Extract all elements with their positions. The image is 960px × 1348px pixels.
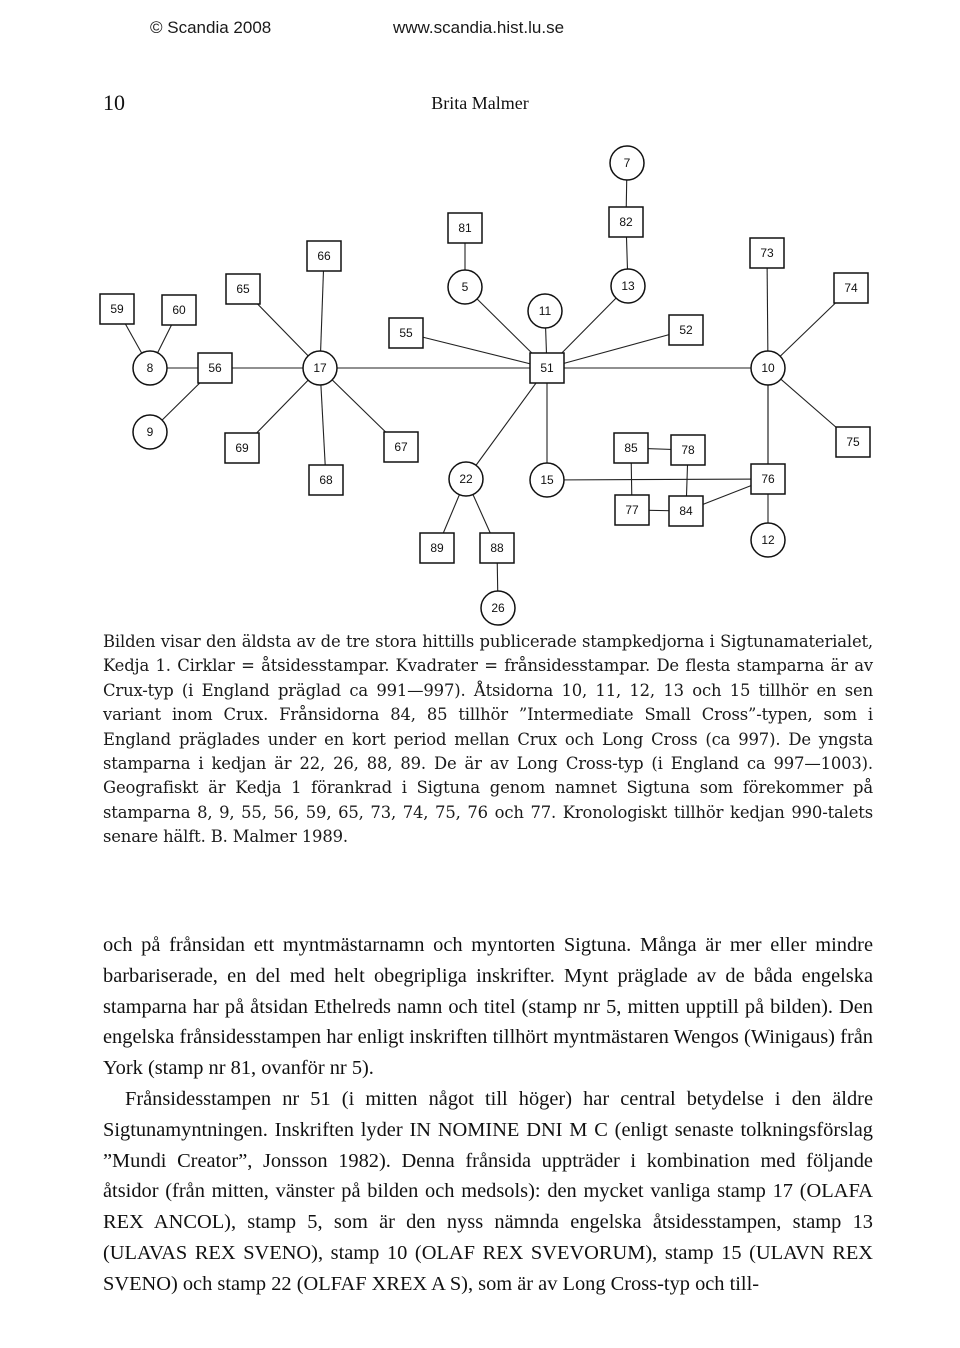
- node-label: 59: [110, 302, 124, 316]
- node-label: 74: [844, 281, 858, 295]
- node-label: 17: [313, 361, 327, 375]
- node-label: 69: [235, 441, 249, 455]
- reverse-die-node-60: [162, 295, 196, 325]
- diagram-edge-55-51: [406, 333, 547, 368]
- node-label: 65: [236, 282, 250, 296]
- page-header: [150, 18, 810, 42]
- node-label: 66: [317, 249, 331, 263]
- obverse-die-node-12: [751, 523, 785, 557]
- reverse-die-node-78: [671, 435, 705, 465]
- node-label: 8: [146, 361, 154, 375]
- node-label: 13: [621, 279, 635, 293]
- reverse-die-node-52: [669, 315, 703, 345]
- obverse-die-node-26: [481, 591, 515, 625]
- reverse-die-node-65: [226, 274, 260, 304]
- obverse-die-node-10: [751, 351, 785, 385]
- obverse-die-node-22: [449, 462, 483, 496]
- node-label: 55: [399, 326, 413, 340]
- reverse-die-node-59: [100, 294, 134, 324]
- reverse-die-node-73: [750, 238, 784, 268]
- website-link[interactable]: www.scandia.hist.lu.se: [393, 18, 565, 37]
- obverse-die-node-13: [611, 269, 645, 303]
- diagram-edge-22-51: [466, 368, 547, 479]
- node-label: 85: [624, 441, 638, 455]
- node-label: 11: [538, 304, 552, 318]
- reverse-die-node-69: [225, 433, 259, 463]
- node-label: 76: [761, 472, 775, 486]
- node-label: 75: [846, 435, 860, 449]
- reverse-die-node-51: [530, 353, 564, 383]
- reverse-die-node-81: [448, 213, 482, 243]
- reverse-die-node-56: [198, 353, 232, 383]
- node-label: 73: [760, 246, 774, 260]
- node-label: 67: [394, 440, 408, 454]
- node-label: 68: [319, 473, 333, 487]
- obverse-die-node-15: [530, 463, 564, 497]
- node-label: 56: [208, 361, 222, 375]
- node-label: 10: [761, 361, 775, 375]
- node-label: 12: [761, 533, 775, 547]
- reverse-die-node-55: [389, 318, 423, 348]
- figure-caption: Bilden visar den äldsta av de tre stora hittills publicerade stampkedjorna i Sigtunamaterialet, Kedja 1. Cirklar = åtsidesstampar. Kvadrater = frånsidesstampar. De flesta stamparna är av Crux-typ (i England präglad ca 991—997). Åtsidorna 10, 11, 12, 13 och 15 tillhör en sen variant inom Crux. Frånsidorna 84, 85 tillhör ”Intermediate Small Cross”-typen, som i England präglades under en kort period mellan Crux och Long Cross (ca 997). De yngsta stamparna i kedjan är 22, 26, 88, 89. De är av Long Cross-typ (i England ca 997—1003). Geografiskt är Kedja 1 förankrad i Sigtuna genom namnet Sigtuna som förekommer på stamparna 8, 9, 55, 56, 59, 65, 73, 74, 75, 76 och 77. Kronologiskt tillhör kedjan 990-talets senare hälft. B. Malmer 1989.: [103, 632, 873, 847]
- obverse-die-node-5: [448, 270, 482, 304]
- paragraph: och på frånsidan ett myntmästarnamn och myntorten Sigtuna. Många är mer eller mindre barbariserade, en del med helt obegripliga inskrifter. Mynt präglade av de båda engelska stamparna har på åtsidan Ethelreds namn och titel (stamp nr 5, mitten upptill på bilden). Den engelska frånsidesstampen har enligt inskriften tillhört myntmästaren Wengos (Winigaus) från York (stamp nr 81, ovanför nr 5).: [103, 934, 873, 1080]
- die-chain-diagram: [0, 130, 960, 630]
- node-label: 78: [681, 443, 695, 457]
- reverse-die-node-68: [309, 465, 343, 495]
- reverse-die-node-66: [307, 241, 341, 271]
- reverse-die-node-76: [751, 464, 785, 494]
- node-label: 26: [491, 601, 505, 615]
- reverse-die-node-82: [609, 207, 643, 237]
- node-label: 82: [619, 215, 633, 229]
- node-label: 77: [625, 503, 639, 517]
- node-label: 52: [679, 323, 693, 337]
- reverse-die-node-75: [836, 427, 870, 457]
- reverse-die-node-85: [614, 433, 648, 463]
- node-label: 89: [430, 541, 444, 555]
- diagram-edge-76-15: [547, 479, 768, 480]
- node-label: 9: [146, 425, 154, 439]
- diagram-edge-52-51: [547, 330, 686, 368]
- copyright-notice: © Scandia 2008: [150, 18, 272, 37]
- node-label: 88: [490, 541, 504, 555]
- obverse-die-node-9: [133, 415, 167, 449]
- node-label: 51: [540, 361, 554, 375]
- node-label: 81: [458, 221, 472, 235]
- node-label: 7: [623, 156, 631, 170]
- running-head-author: Brita Malmer: [431, 93, 529, 113]
- node-label: 15: [540, 473, 554, 487]
- obverse-die-node-11: [528, 294, 562, 328]
- reverse-die-node-89: [420, 533, 454, 563]
- node-label: 84: [679, 504, 693, 518]
- reverse-die-node-77: [615, 495, 649, 525]
- reverse-die-node-84: [669, 496, 703, 526]
- reverse-die-node-67: [384, 432, 418, 462]
- diagram-nodes: [100, 146, 870, 625]
- paragraph: Frånsidesstampen nr 51 (i mitten något till höger) har central betydelse i den äldre Sigtunamyntningen. Inskriften lyder IN NOMINE DNI M C (enligt senaste tolkningsförslag ”Mundi Creator”, Jonsson 1982). Denna frånsida uppträder i kombination med följande åtsidor (från mitten, vänster på bilden och medsols): den mycket vanliga stamp 17 (OLAFA REX ANCOL), stamp 5, som är den nyss nämnda engelska åtsidesstampen, stamp 13 (ULAVAS REX SVENO), stamp 10 (OLAF REX SVEVORUM), stamp 15 (ULAVN REX SVENO) och stamp 22 (OLFAF XREX A S), som är av Long Cross-typ och till-: [103, 1087, 873, 1295]
- node-label: 5: [461, 280, 469, 294]
- reverse-die-node-74: [834, 273, 868, 303]
- node-label: 60: [172, 303, 186, 317]
- reverse-die-node-88: [480, 533, 514, 563]
- obverse-die-node-7: [610, 146, 644, 180]
- node-label: 22: [459, 472, 473, 486]
- obverse-die-node-8: [133, 351, 167, 385]
- obverse-die-node-17: [303, 351, 337, 385]
- page-number: 10: [103, 90, 125, 115]
- body-text: [103, 930, 873, 1300]
